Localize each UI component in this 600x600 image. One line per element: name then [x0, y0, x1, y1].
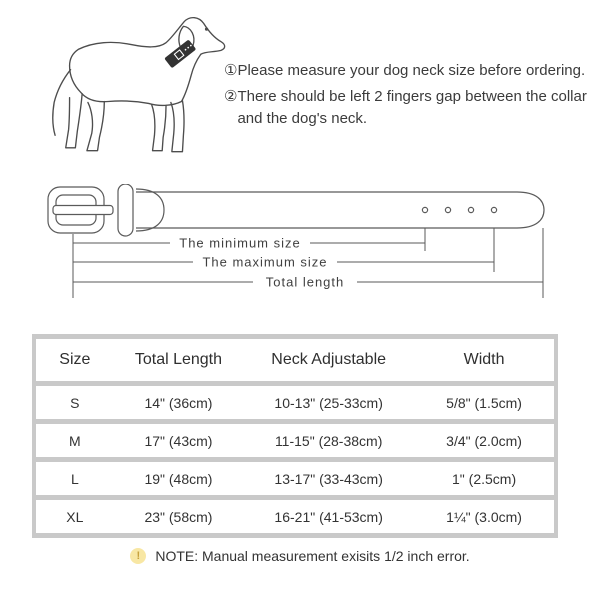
cell-width: 1¼" (3.0cm) — [414, 500, 554, 533]
collar-hole-1 — [422, 207, 427, 212]
cell-width: 5/8" (1.5cm) — [414, 386, 554, 419]
cell-size: S — [36, 386, 114, 419]
table-row-l — [36, 462, 554, 495]
cell-size: L — [36, 462, 114, 495]
header-width: Width — [414, 339, 554, 381]
collar-keeper — [118, 184, 133, 236]
table-row-xl — [36, 500, 554, 533]
cell-total-length: 23" (58cm) — [114, 500, 244, 533]
instruction-text-2: There should be left 2 fingers gap between the collar and the dog's neck. — [237, 88, 587, 127]
note — [0, 548, 600, 564]
cell-total-length: 14" (36cm) — [114, 386, 244, 419]
table-row-s — [36, 386, 554, 419]
header-neck-adjustable: Neck Adjustable — [243, 339, 414, 381]
cell-neck-adjustable: 13-17" (33-43cm) — [243, 462, 414, 495]
table-row-m — [36, 424, 554, 457]
cell-neck-adjustable: 11-15" (28-38cm) — [243, 424, 414, 457]
collar-strap — [136, 192, 544, 228]
dog-drawing-svg — [42, 6, 238, 170]
collar-fold-loop — [136, 189, 164, 231]
note-text: NOTE: Manual measurement exisits 1/2 inch error. — [155, 548, 470, 564]
cell-width: 3/4" (2.0cm) — [414, 424, 554, 457]
instructions — [224, 60, 590, 134]
cell-width: 1" (2.5cm) — [414, 462, 554, 495]
label-maximum-size: The maximum size — [202, 254, 328, 270]
header-total-length: Total Length — [114, 339, 244, 381]
instruction-item-2 — [224, 86, 590, 130]
collar-measurement-diagram — [40, 184, 560, 306]
instruction-item-1 — [224, 60, 590, 82]
circled-number-2: ② — [224, 88, 238, 105]
dog-eye — [205, 28, 208, 31]
cell-size: M — [36, 424, 114, 457]
collar-hole-4 — [491, 207, 496, 212]
cell-total-length: 19" (48cm) — [114, 462, 244, 495]
dog-rear-leg-2 — [66, 94, 82, 148]
cell-total-length: 17" (43cm) — [114, 424, 244, 457]
dog-front-leg-2 — [152, 104, 166, 150]
dog-body-outline — [70, 18, 225, 106]
collar-hole-3 — [468, 207, 473, 212]
circled-number-1: ① — [224, 62, 238, 79]
dog-front-leg — [171, 101, 184, 152]
buckle-pin — [53, 206, 113, 215]
collar-hole-2 — [445, 207, 450, 212]
dog-tail — [53, 70, 71, 136]
dog-collar — [164, 39, 196, 68]
label-total-length: Total length — [265, 274, 345, 290]
header-size: Size — [36, 339, 114, 381]
exclamation-icon: ! — [130, 548, 146, 564]
size-table — [32, 334, 558, 538]
dog-illustration — [42, 6, 238, 170]
cell-neck-adjustable: 16-21" (41-53cm) — [243, 500, 414, 533]
label-minimum-size: The minimum size — [179, 235, 301, 251]
size-table-header-row — [36, 339, 554, 381]
cell-neck-adjustable: 10-13" (25-33cm) — [243, 386, 414, 419]
instruction-text-1: Please measure your dog neck size before ordering. — [237, 62, 586, 79]
cell-size: XL — [36, 500, 114, 533]
dog-rear-leg — [87, 102, 104, 151]
